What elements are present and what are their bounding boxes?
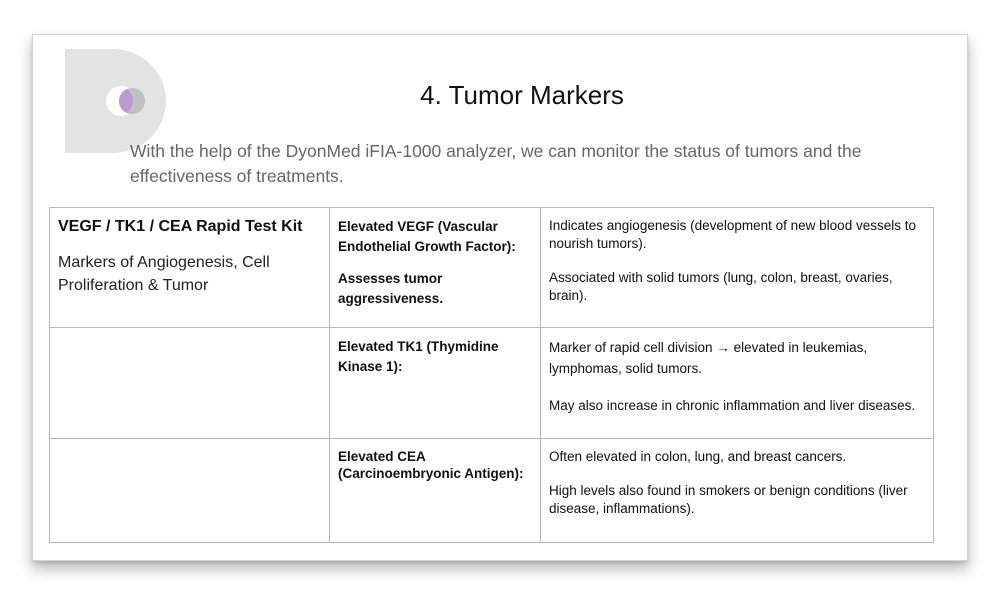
description-cell xyxy=(541,328,934,439)
marker-cell xyxy=(330,328,541,439)
table-row xyxy=(50,328,934,439)
marker-note-vegf: Assesses tumor aggressiveness. xyxy=(338,271,444,306)
marker-name-vegf: Elevated VEGF (Vascular Endothelial Growth Factor): xyxy=(338,219,516,254)
slide xyxy=(32,34,968,561)
empty-cell xyxy=(50,439,330,543)
empty-cell xyxy=(50,328,330,439)
description-cell xyxy=(541,208,934,328)
marker-name-cea: Elevated CEA (Carcinoembryonic Antigen): xyxy=(338,449,524,481)
marker-cell xyxy=(330,439,541,543)
description-text: Associated with solid tumors (lung, colon, breast, ovaries, brain). xyxy=(549,270,893,303)
marker-cell xyxy=(330,208,541,328)
description-text: High levels also found in smokers or benign conditions (liver disease, inflammations). xyxy=(549,483,908,516)
page-title: 4. Tumor Markers xyxy=(420,80,624,110)
kit-name: VEGF / TK1 / CEA Rapid Test Kit xyxy=(58,218,303,235)
kit-subtitle: Markers of Angiogenesis, Cell Proliferation & Tumor xyxy=(58,254,270,294)
tumor-markers-table xyxy=(49,207,934,543)
description-cell xyxy=(541,439,934,543)
description-text: Often elevated in colon, lung, and breast cancers. xyxy=(549,449,847,464)
kit-cell xyxy=(50,208,330,328)
description-text: Marker of rapid cell division → elevated in leukemias, lymphomas, solid tumors. xyxy=(549,340,868,376)
description-text: May also increase in chronic inflammation and liver diseases. xyxy=(549,398,916,413)
description-text: Indicates angiogenesis (development of new blood vessels to nourish tumors). xyxy=(549,218,916,251)
marker-name-tk1: Elevated TK1 (Thymidine Kinase 1): xyxy=(338,339,499,374)
table-row xyxy=(50,439,934,543)
table-row xyxy=(50,208,934,328)
intro-text: With the help of the DyonMed iFIA-1000 analyzer, we can monitor the status of tumors and the effectiveness of treatments. xyxy=(130,141,862,186)
